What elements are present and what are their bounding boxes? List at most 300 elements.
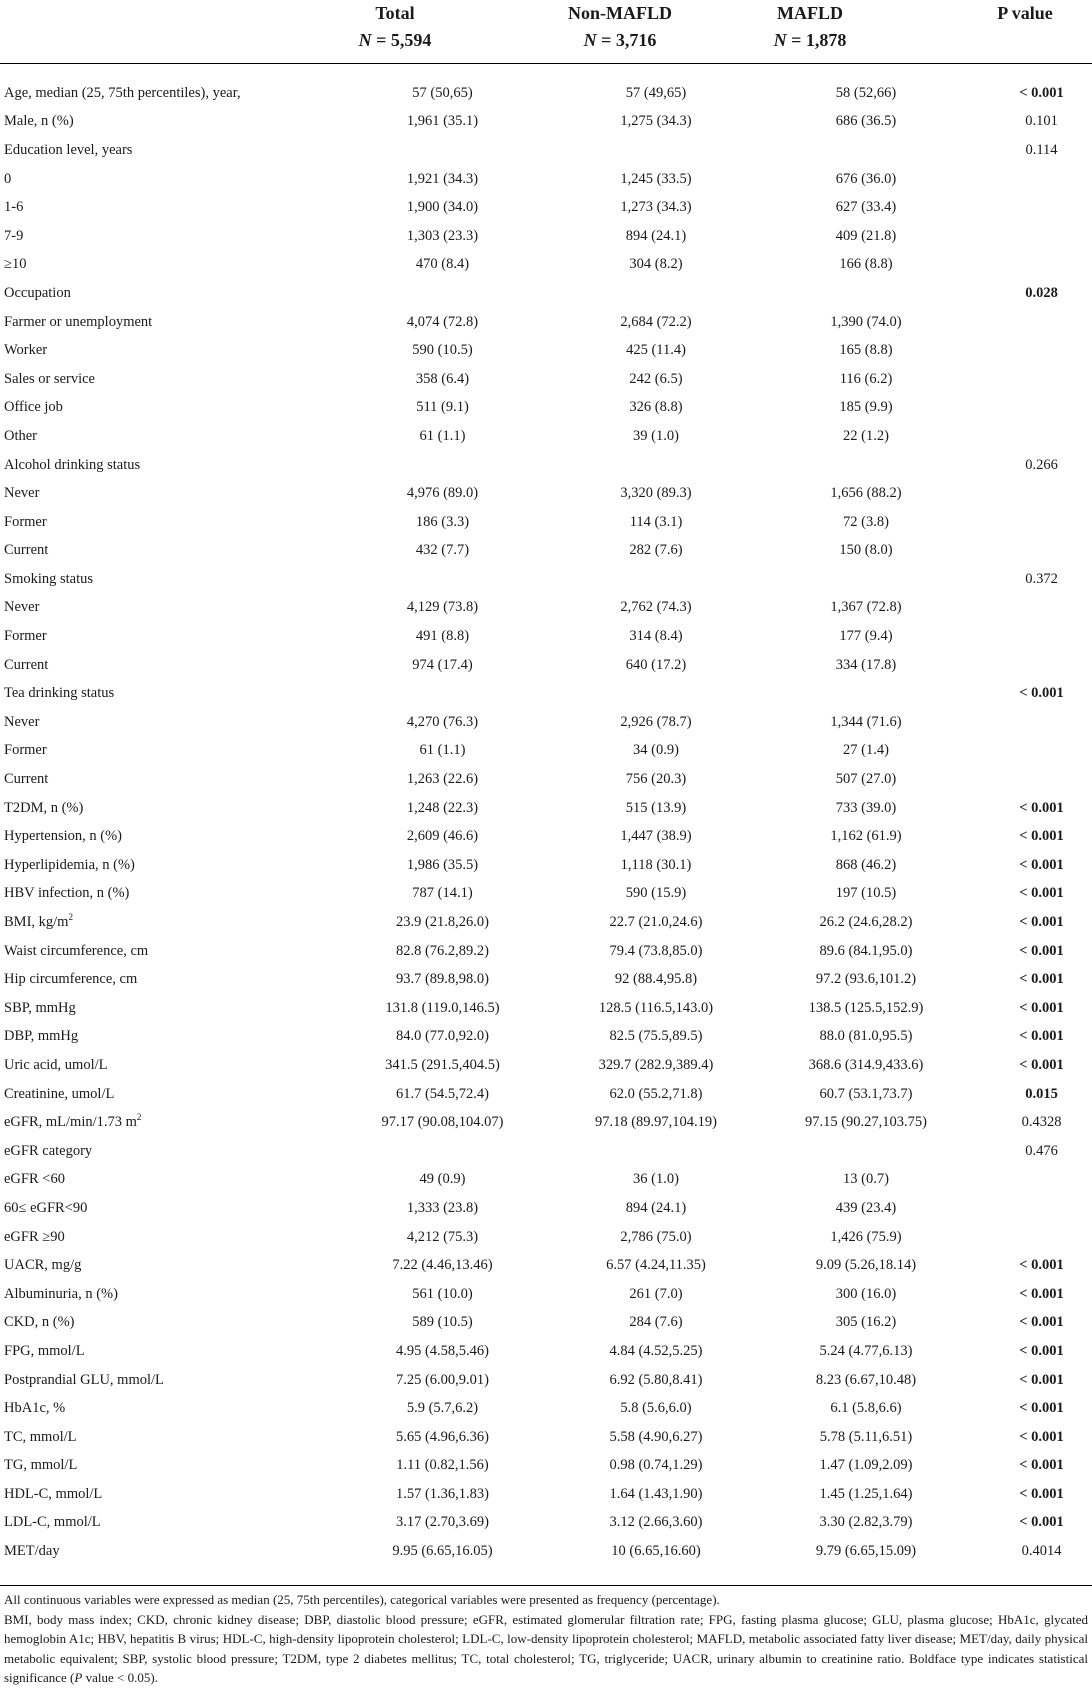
cell-p-value-text: < 0.001 <box>1019 885 1064 902</box>
cell-total-text: 4,976 (89.0) <box>406 485 479 502</box>
cell-mafld <box>781 1023 951 1052</box>
cell-non-mafld <box>531 537 781 566</box>
cell-p-value-text: < 0.001 <box>1019 1342 1064 1359</box>
table-bottom-rule <box>0 1585 1092 1586</box>
cell-p-value <box>951 594 1092 623</box>
table-row <box>0 737 1092 766</box>
cell-total-text: 491 (8.8) <box>415 628 470 645</box>
table-row <box>0 1137 1092 1166</box>
cell-non-mafld-text: 284 (7.6) <box>629 1314 683 1331</box>
cell-non-mafld-text: 82.5 (75.5,89.5) <box>609 1028 703 1045</box>
footnote-p-italic: P <box>74 1670 83 1685</box>
row-label <box>0 1194 334 1223</box>
cell-mafld-text: 409 (21.8) <box>835 227 897 244</box>
cell-non-mafld-text: 314 (8.4) <box>629 628 683 645</box>
cell-non-mafld <box>531 1509 781 1538</box>
cell-total-text: 5.65 (4.96,6.36) <box>395 1428 490 1445</box>
cell-non-mafld <box>531 479 781 508</box>
cell-p-value <box>951 79 1092 108</box>
cell-p-value <box>951 279 1092 308</box>
cell-non-mafld-text: 1,118 (30.1) <box>620 856 692 873</box>
row-label-text: Uric acid, umol/L <box>4 1056 108 1073</box>
cell-total-text: 61 (1.1) <box>419 427 466 444</box>
header-mafld-n-value: 1,878 <box>805 30 847 50</box>
cell-non-mafld-text: 329.7 (282.9,389.4) <box>598 1056 714 1073</box>
cell-total <box>334 1108 531 1137</box>
cell-total <box>334 1166 531 1195</box>
cell-total <box>334 537 531 566</box>
cell-mafld-text: 733 (39.0) <box>835 799 897 816</box>
cell-mafld-text: 22 (1.2) <box>843 427 889 444</box>
cell-total <box>334 822 531 851</box>
cell-total <box>334 136 531 165</box>
cell-p-value-text: < 0.001 <box>1019 1428 1064 1445</box>
cell-non-mafld <box>531 336 781 365</box>
cell-p-value-text: < 0.001 <box>1019 685 1064 702</box>
table-row <box>0 851 1092 880</box>
cell-total-text: 4,074 (72.8) <box>406 313 479 330</box>
row-label <box>0 1080 334 1109</box>
cell-total <box>334 1280 531 1309</box>
cell-total-text: 9.95 (6.65,16.05) <box>392 1543 493 1560</box>
table-row <box>0 451 1092 480</box>
cell-p-value-text: 0.015 <box>1025 1085 1058 1102</box>
row-label <box>0 165 334 194</box>
cell-non-mafld <box>531 1108 781 1137</box>
cell-p-value-text: < 0.001 <box>1019 942 1064 959</box>
cell-total-text: 1,961 (35.1) <box>406 113 479 130</box>
header-mafld-n: N = 1,878 <box>773 30 847 50</box>
cell-total <box>334 1051 531 1080</box>
row-label <box>0 1394 334 1423</box>
cell-total-text: 1,333 (23.8) <box>406 1199 479 1216</box>
cell-mafld-text: 627 (33.4) <box>835 199 897 216</box>
cell-p-value <box>951 679 1092 708</box>
cell-p-value <box>951 193 1092 222</box>
cell-non-mafld <box>531 880 781 909</box>
cell-total <box>334 1537 531 1566</box>
cell-mafld <box>781 851 951 880</box>
cell-total <box>334 1423 531 1452</box>
cell-total <box>334 479 531 508</box>
cell-non-mafld-text: 1,275 (34.3) <box>620 113 692 130</box>
header-mafld <box>760 0 860 54</box>
cell-total-text: 49 (0.9) <box>419 1171 466 1188</box>
cell-mafld-text: 1,656 (88.2) <box>830 485 902 502</box>
cell-non-mafld <box>531 1080 781 1109</box>
cell-total <box>334 336 531 365</box>
cell-mafld <box>781 79 951 108</box>
footnote-abbrev-text: BMI, body mass index; CKD, chronic kidney disease; DBP, diastolic blood pressure; eGFR, estimated glomerular filtration rate; FPG, fasting plasma glucose; GLU, plasma glucose; HbA1c, glycated hemoglobin A1c; HBV, hepatitis B virus; HDL-C, high-density lipoprotein cholesterol; LDL-C, low-density lipoprotein cholesterol; MAFLD, metabolic associated fatty liver disease; MET/day, daily physical metabolic equivalent; SBP, systolic blood pressure; T2DM, type 2 diabetes mellitus; TC, total cholesterol; TG, triglyceride; UACR, urinary albumin to creatinine ratio. Boldface type indicates statistical significance ( <box>4 1611 1088 1685</box>
table-row <box>0 365 1092 394</box>
cell-non-mafld <box>531 165 781 194</box>
cell-non-mafld <box>531 394 781 423</box>
cell-total <box>334 1480 531 1509</box>
row-label <box>0 336 334 365</box>
table-row <box>0 994 1092 1023</box>
cell-total-text: 131.8 (119.0,146.5) <box>385 999 500 1016</box>
cell-mafld-text: 138.5 (125.5,152.9) <box>808 999 924 1016</box>
cell-p-value-text: < 0.001 <box>1019 1056 1064 1073</box>
header-total <box>340 0 450 54</box>
cell-mafld-text: 5.24 (4.77,6.13) <box>819 1342 913 1359</box>
row-label <box>0 908 334 937</box>
cell-mafld <box>781 594 951 623</box>
row-label-text: HBV infection, n (%) <box>4 885 130 902</box>
cell-mafld <box>781 422 951 451</box>
cell-non-mafld <box>531 908 781 937</box>
row-label <box>0 679 334 708</box>
table-row <box>0 308 1092 337</box>
row-label-text: Tea drinking status <box>4 685 115 702</box>
table-row <box>0 1051 1092 1080</box>
row-label <box>0 508 334 537</box>
cell-mafld <box>781 1452 951 1481</box>
cell-mafld <box>781 1366 951 1395</box>
cell-non-mafld-text: 3,320 (89.3) <box>620 485 692 502</box>
cell-p-value-text: 0.101 <box>1025 113 1058 130</box>
cell-non-mafld-text: 2,684 (72.2) <box>620 313 692 330</box>
row-label <box>0 594 334 623</box>
superscript: 2 <box>136 1112 142 1123</box>
row-label-text: Occupation <box>4 284 71 301</box>
cell-mafld-text: 368.6 (314.9,433.6) <box>808 1056 924 1073</box>
cell-mafld <box>781 308 951 337</box>
table-row <box>0 222 1092 251</box>
row-label-text: Hypertension, n (%) <box>4 828 122 845</box>
cell-mafld-text: 13 (0.7) <box>843 1171 889 1188</box>
cell-non-mafld-text: 97.18 (89.97,104.19) <box>594 1114 718 1131</box>
row-label <box>0 1223 334 1252</box>
cell-p-value <box>951 1280 1092 1309</box>
cell-total <box>334 365 531 394</box>
cell-mafld-text: 686 (36.5) <box>835 113 897 130</box>
cell-p-value-text: < 0.001 <box>1019 1457 1064 1474</box>
table-row <box>0 708 1092 737</box>
cell-mafld <box>781 765 951 794</box>
cell-non-mafld <box>531 1452 781 1481</box>
cell-non-mafld-text: 515 (13.9) <box>625 799 687 816</box>
cell-non-mafld-text: 261 (7.0) <box>629 1285 683 1302</box>
cell-mafld <box>781 1537 951 1566</box>
cell-p-value <box>951 479 1092 508</box>
row-label <box>0 565 334 594</box>
cell-non-mafld <box>531 1223 781 1252</box>
cell-mafld-text: 8.23 (6.67,10.48) <box>815 1371 917 1388</box>
cell-non-mafld-text: 640 (17.2) <box>625 656 687 673</box>
row-label <box>0 422 334 451</box>
cell-non-mafld-text: 4.84 (4.52,5.25) <box>609 1342 703 1359</box>
table-row <box>0 1452 1092 1481</box>
header-non-mafld <box>540 0 700 54</box>
row-label-text: eGFR, mL/min/1.73 m <box>4 1114 137 1131</box>
row-label <box>0 1452 334 1481</box>
cell-non-mafld <box>531 1480 781 1509</box>
header-total-n: N = 5,594 <box>358 30 432 50</box>
row-label <box>0 1537 334 1566</box>
cell-non-mafld-text: 326 (8.8) <box>629 399 683 416</box>
cell-mafld-text: 334 (17.8) <box>835 656 897 673</box>
row-label-text: Never <box>4 713 40 730</box>
cell-total-text: 561 (10.0) <box>412 1285 473 1302</box>
row-label-text: T2DM, n (%) <box>4 799 84 816</box>
row-label <box>0 1137 334 1166</box>
cell-mafld-text: 507 (27.0) <box>835 771 897 788</box>
cell-mafld <box>781 908 951 937</box>
cell-mafld-text: 439 (23.4) <box>835 1199 897 1216</box>
cell-non-mafld <box>531 1537 781 1566</box>
row-label <box>0 880 334 909</box>
cell-total <box>334 965 531 994</box>
cell-total <box>334 851 531 880</box>
cell-mafld <box>781 880 951 909</box>
cell-total <box>334 108 531 137</box>
cell-non-mafld-text: 756 (20.3) <box>625 771 687 788</box>
cell-mafld <box>781 1108 951 1137</box>
cell-total-text: 1,986 (35.5) <box>406 856 479 873</box>
cell-non-mafld <box>531 1423 781 1452</box>
cell-p-value <box>951 1509 1092 1538</box>
row-label-text: 60≤ eGFR<90 <box>4 1199 88 1216</box>
row-label-text: eGFR category <box>4 1142 93 1159</box>
cell-total <box>334 1394 531 1423</box>
cell-total-text: 84.0 (77.0,92.0) <box>395 1028 490 1045</box>
row-label <box>0 1251 334 1280</box>
row-label-text: Sales or service <box>4 370 95 387</box>
cell-non-mafld <box>531 965 781 994</box>
cell-total <box>334 394 531 423</box>
table-header <box>0 0 1092 64</box>
cell-total-text: 97.17 (90.08,104.07) <box>381 1114 504 1131</box>
cell-non-mafld-text: 894 (24.1) <box>625 227 687 244</box>
row-label <box>0 1051 334 1080</box>
row-label <box>0 708 334 737</box>
footnote-continuous-variables: All continuous variables were expressed as median (25, 75th percentiles), categorical variables were presented as frequency (percentage). <box>4 1592 720 1607</box>
row-label <box>0 279 334 308</box>
table-row <box>0 1280 1092 1309</box>
cell-non-mafld <box>531 508 781 537</box>
cell-mafld <box>781 1166 951 1195</box>
cell-mafld <box>781 394 951 423</box>
cell-p-value <box>951 108 1092 137</box>
cell-non-mafld <box>531 1051 781 1080</box>
cell-non-mafld <box>531 1394 781 1423</box>
cell-p-value-text: < 0.001 <box>1019 1257 1064 1274</box>
row-label <box>0 1423 334 1452</box>
cell-non-mafld <box>531 1194 781 1223</box>
row-label-text: Never <box>4 485 40 502</box>
cell-mafld <box>781 479 951 508</box>
row-label-text: Male, n (%) <box>4 113 74 130</box>
cell-mafld <box>781 108 951 137</box>
cell-p-value-text: 0.028 <box>1025 284 1058 301</box>
row-label-text: Education level, years <box>4 141 133 158</box>
row-label-text: 0 <box>4 170 12 187</box>
cell-total-text: 93.7 (89.8,98.0) <box>395 971 490 988</box>
cell-total-text: 974 (17.4) <box>412 656 473 673</box>
cell-mafld <box>781 1251 951 1280</box>
row-label-text: Smoking status <box>4 570 94 587</box>
cell-mafld <box>781 193 951 222</box>
cell-non-mafld-text: 10 (6.65,16.60) <box>611 1543 701 1560</box>
cell-mafld <box>781 1280 951 1309</box>
cell-p-value <box>951 851 1092 880</box>
table-row <box>0 594 1092 623</box>
cell-mafld-text: 1,367 (72.8) <box>830 599 902 616</box>
cell-non-mafld-text: 128.5 (116.5,143.0) <box>598 999 714 1016</box>
cell-mafld <box>781 1223 951 1252</box>
cell-mafld-text: 116 (6.2) <box>839 370 893 387</box>
cell-p-value-text: < 0.001 <box>1019 1514 1064 1531</box>
table-row <box>0 1080 1092 1109</box>
cell-total <box>334 422 531 451</box>
cell-mafld-text: 1.45 (1.25,1.64) <box>819 1485 913 1502</box>
cell-p-value <box>951 880 1092 909</box>
cell-total <box>334 594 531 623</box>
row-label-text: Hyperlipidemia, n (%) <box>4 856 135 873</box>
cell-total <box>334 994 531 1023</box>
table-row <box>0 537 1092 566</box>
cell-non-mafld <box>531 1280 781 1309</box>
cell-mafld <box>781 1509 951 1538</box>
cell-mafld-text: 1.47 (1.09,2.09) <box>819 1457 913 1474</box>
cell-total-text: 4.95 (4.58,5.46) <box>395 1342 490 1359</box>
row-label <box>0 994 334 1023</box>
cell-p-value <box>951 737 1092 766</box>
row-label <box>0 937 334 966</box>
cell-mafld-text: 300 (16.0) <box>835 1285 897 1302</box>
cell-total <box>334 193 531 222</box>
table-row <box>0 336 1092 365</box>
cell-mafld-text: 58 (52,66) <box>835 84 897 101</box>
cell-non-mafld <box>531 451 781 480</box>
table-row <box>0 1023 1092 1052</box>
cell-non-mafld-text: 282 (7.6) <box>629 542 683 559</box>
row-label <box>0 537 334 566</box>
table-row <box>0 651 1092 680</box>
cell-p-value <box>951 994 1092 1023</box>
cell-p-value-text: < 0.001 <box>1019 1028 1064 1045</box>
cell-total-text: 589 (10.5) <box>412 1314 473 1331</box>
cell-non-mafld <box>531 937 781 966</box>
cell-p-value-text: < 0.001 <box>1019 84 1064 101</box>
row-label <box>0 965 334 994</box>
cell-non-mafld-text: 894 (24.1) <box>625 1199 687 1216</box>
row-label-text: MET/day <box>4 1543 60 1560</box>
row-label-text: TG, mmol/L <box>4 1457 78 1474</box>
cell-non-mafld <box>531 108 781 137</box>
cell-mafld-text: 5.78 (5.11,6.51) <box>819 1428 913 1445</box>
cell-non-mafld <box>531 422 781 451</box>
cell-non-mafld <box>531 1251 781 1280</box>
cell-mafld <box>781 1394 951 1423</box>
cell-mafld <box>781 508 951 537</box>
cell-total-text: 1,248 (22.3) <box>406 799 479 816</box>
cell-p-value-text: 0.266 <box>1025 456 1058 473</box>
row-label-text: Waist circumference, cm <box>4 942 149 959</box>
cell-p-value-text: 0.4328 <box>1021 1114 1062 1131</box>
cell-total-text: 787 (14.1) <box>412 885 473 902</box>
cell-p-value-text: < 0.001 <box>1019 856 1064 873</box>
table-footnotes <box>4 1590 1088 1688</box>
cell-non-mafld-text: 22.7 (21.0,24.6) <box>609 914 703 931</box>
row-label-text: CKD, n (%) <box>4 1314 75 1331</box>
row-label <box>0 79 334 108</box>
cell-non-mafld-text: 57 (49,65) <box>625 84 687 101</box>
cell-total-text: 4,270 (76.3) <box>406 713 479 730</box>
cell-p-value <box>951 1023 1092 1052</box>
cell-p-value <box>951 908 1092 937</box>
row-label-text: eGFR <60 <box>4 1171 65 1188</box>
row-label-text: Albuminuria, n (%) <box>4 1285 118 1302</box>
cell-non-mafld <box>531 679 781 708</box>
cell-total <box>334 679 531 708</box>
row-label-text: FPG, mmol/L <box>4 1342 85 1359</box>
cell-non-mafld <box>531 565 781 594</box>
row-label-text: Farmer or unemployment <box>4 313 153 330</box>
table-row <box>0 1251 1092 1280</box>
cell-non-mafld-text: 1,273 (34.3) <box>620 199 692 216</box>
cell-p-value <box>951 222 1092 251</box>
cell-mafld <box>781 1051 951 1080</box>
cell-non-mafld <box>531 222 781 251</box>
cell-non-mafld <box>531 251 781 280</box>
cell-p-value <box>951 794 1092 823</box>
cell-p-value <box>951 451 1092 480</box>
cell-mafld-text: 1,344 (71.6) <box>830 713 902 730</box>
cell-non-mafld-text: 79.4 (73.8,85.0) <box>609 942 703 959</box>
cell-non-mafld-text: 2,762 (74.3) <box>620 599 692 616</box>
row-label <box>0 136 334 165</box>
cell-p-value <box>951 1251 1092 1280</box>
cell-p-value <box>951 937 1092 966</box>
cell-total-text: 1,921 (34.3) <box>406 170 479 187</box>
cell-non-mafld-text: 5.58 (4.90,6.27) <box>609 1428 703 1445</box>
row-label-text: Age, median (25, 75th percentiles), year, <box>4 84 241 101</box>
table-row <box>0 165 1092 194</box>
cell-non-mafld-text: 36 (1.0) <box>633 1171 679 1188</box>
cell-mafld <box>781 708 951 737</box>
cell-total <box>334 1080 531 1109</box>
cell-non-mafld-text: 1,447 (38.9) <box>620 828 692 845</box>
cell-p-value-text: < 0.001 <box>1019 1400 1064 1417</box>
row-label <box>0 1108 334 1137</box>
header-non-mafld-n: N = 3,716 <box>583 30 657 50</box>
cell-mafld-text: 165 (8.8) <box>839 342 893 359</box>
header-total-n-value: 5,594 <box>390 30 432 50</box>
cell-total-text: 61 (1.1) <box>419 742 466 759</box>
cell-p-value <box>951 336 1092 365</box>
row-label <box>0 737 334 766</box>
row-label-text: Hip circumference, cm <box>4 971 138 988</box>
cell-non-mafld <box>531 594 781 623</box>
header-total-label: Total <box>375 3 415 23</box>
row-label-text: UACR, mg/g <box>4 1257 82 1274</box>
cell-non-mafld-text: 3.12 (2.66,3.60) <box>609 1514 703 1531</box>
cell-non-mafld-text: 1,245 (33.5) <box>620 170 692 187</box>
cell-mafld <box>781 565 951 594</box>
cell-p-value-text: 0.476 <box>1025 1142 1058 1159</box>
row-label-text: HDL-C, mmol/L <box>4 1485 103 1502</box>
cell-total-text: 590 (10.5) <box>412 342 473 359</box>
table-row <box>0 1423 1092 1452</box>
cell-mafld-text: 60.7 (53.1,73.7) <box>819 1085 913 1102</box>
cell-total-text: 57 (50,65) <box>412 84 473 101</box>
header-p-value-label: P value <box>997 3 1053 23</box>
row-label-text: Former <box>4 628 47 645</box>
row-label <box>0 251 334 280</box>
table-row <box>0 422 1092 451</box>
